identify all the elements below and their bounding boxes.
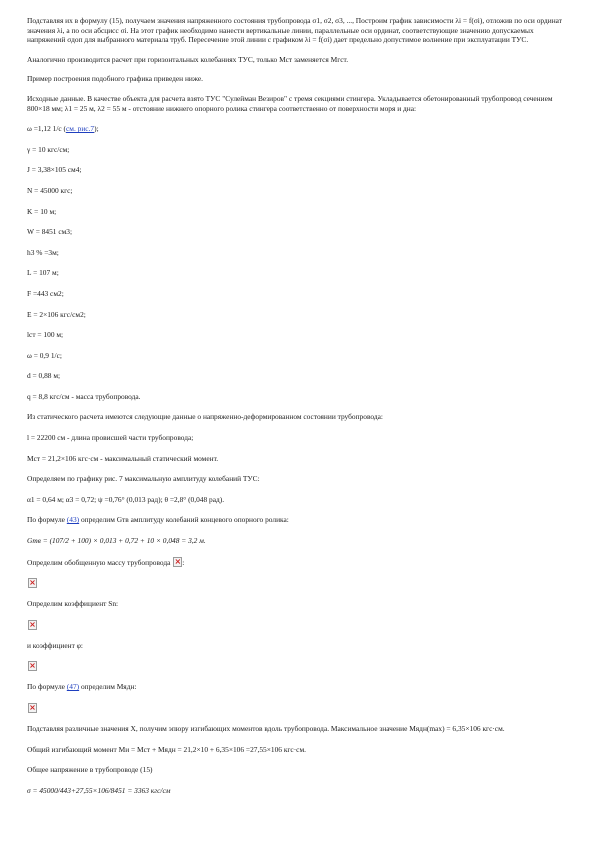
paragraph-sn: Определим коэффициент Sn: [27, 599, 119, 609]
paragraph-total-moment: Общий изгибающий момент Mи = Mст + Mядн = 21,2×10 + 6,35×106 =27,55×106 кгс·см. [27, 744, 306, 754]
line-J: J = 3,38×105 см4; [27, 165, 82, 175]
line-L: L = 107 м; [27, 268, 59, 278]
line-d: d = 0,88 м; [27, 371, 61, 381]
line-l: l = 22200 см - длина провисшей части трубопровода; [27, 433, 194, 443]
formula-image-row [27, 578, 565, 588]
paragraph-horizontal: Аналогично производится расчет при горизонтальных колебаниях ТУС, только Mст заменяется Mгст. [27, 54, 349, 64]
paragraph-example: Пример построения подобного графика приведен ниже. [27, 74, 204, 84]
paragraph-phi: и коэффициент φ: [27, 640, 83, 650]
paragraph-total-stress: Общее напряжение в трубопроводе (15) [27, 765, 153, 775]
broken-image-icon [28, 620, 37, 630]
line-q: q = 8,8 кгс/см - масса трубопровода. [27, 391, 141, 401]
paragraph-formula43 [27, 515, 565, 525]
paragraph-amplitude: Определяем по графику рис. 7 максимальную амплитуду колебаний ТУС: [27, 474, 260, 484]
formula47-prefix: По формуле [27, 682, 67, 692]
line-W: W = 8451 см3; [27, 227, 73, 237]
line-omega [27, 124, 565, 134]
line-Mst: Mст = 21,2×106 кгс·см - максимальный статический момент. [27, 453, 219, 463]
paragraph-epure: Подставляя различные значения X, получим эпюру изгибающих моментов вдоль трубопровода. Максимальное значение Mядн(max) = 6,35×106 кгс·см. [27, 724, 505, 733]
formula43-prefix: По формуле [27, 515, 67, 525]
line-gamma: γ = 10 кгс/см; [27, 144, 70, 154]
formula43-link[interactable]: (43) [66, 515, 80, 525]
line-h3: h3 % =3м; [27, 247, 59, 257]
formula-image-row [27, 661, 565, 671]
omega-suffix: ); [94, 124, 99, 134]
broken-image-icon [28, 703, 37, 713]
paragraph-graph-method: Подставляя их в формулу (15), получаем значения напряженного состояния трубопровода σ1, σ2, σ3, ..., Построим график зависимости λi = f(σi), отложив по оси ординат значения λi, а по оси абсцисс σi. На этот график необходимо нанести вертикальные линии, параллельные оси ординат, соответствующие значению допускаемых напряжений σдоп для выбранного материала труб. Пересечение этой линии с графиком λi = f(σi) дает предельно допустимое волнение при эксплуатации ТУС. [27, 16, 562, 45]
line-lst: lст = 100 м; [27, 330, 64, 340]
line-omega2: ω = 0,9 1/с; [27, 350, 62, 360]
mass-text: Определим обобщенную массу трубопровода [27, 557, 171, 567]
line-gtv: Gтв = (107/2 + 100) × 0,013 + 0,72 + 10 × 0,048 = 3,2 м. [27, 536, 206, 546]
line-amplitudes: α1 = 0,64 м; α3 = 0,72; ψ =0,76° (0,013 рад); θ =2,8° (0,048 рад). [27, 494, 225, 504]
line-sigma: σ = 45000/443+27,55×106/8451 = 3363 кгс/см [27, 785, 171, 795]
line-F: F =443 см2; [27, 288, 64, 298]
broken-image-icon [173, 557, 182, 567]
formula47-link[interactable]: (47) [66, 682, 80, 692]
line-E: E = 2×106 кгс/см2; [27, 309, 86, 319]
formula-image-row [27, 703, 565, 713]
omega-prefix: ω =1,12 1/с ( [27, 124, 66, 134]
paragraph-mass: Определим обобщенную массу трубопровода × : [27, 557, 565, 568]
formula47-suffix: определим Mядн: [79, 682, 137, 692]
formula-image-row [27, 620, 565, 630]
broken-image-icon [28, 661, 37, 671]
formula43-suffix: определим Gтв амплитуду колебаний концевого опорного ролика: [79, 515, 289, 525]
line-N: N = 45000 кгс; [27, 185, 73, 195]
document-body [27, 16, 565, 795]
paragraph-formula47 [27, 682, 565, 692]
paragraph-initial-data: Исходные данные. В качестве объекта для расчета взято ТУС "Сулейман Везиров" с тремя секциями стингера. Укладывается обетонированный трубопровод сечением 800×18 мм; λ1 = 25 м, λ2 = 55 м - отстояние нижнего опорного ролика стингера соответственно от поверхности моря и дна: [27, 93, 553, 113]
broken-image-icon [28, 578, 37, 588]
paragraph-static: Из статического расчета имеются следующие данные о напряженно-деформированном состоянии трубопровода: [27, 412, 383, 422]
line-K: K = 10 м; [27, 206, 57, 216]
fig7-link[interactable]: см. рис.7 [66, 124, 95, 134]
